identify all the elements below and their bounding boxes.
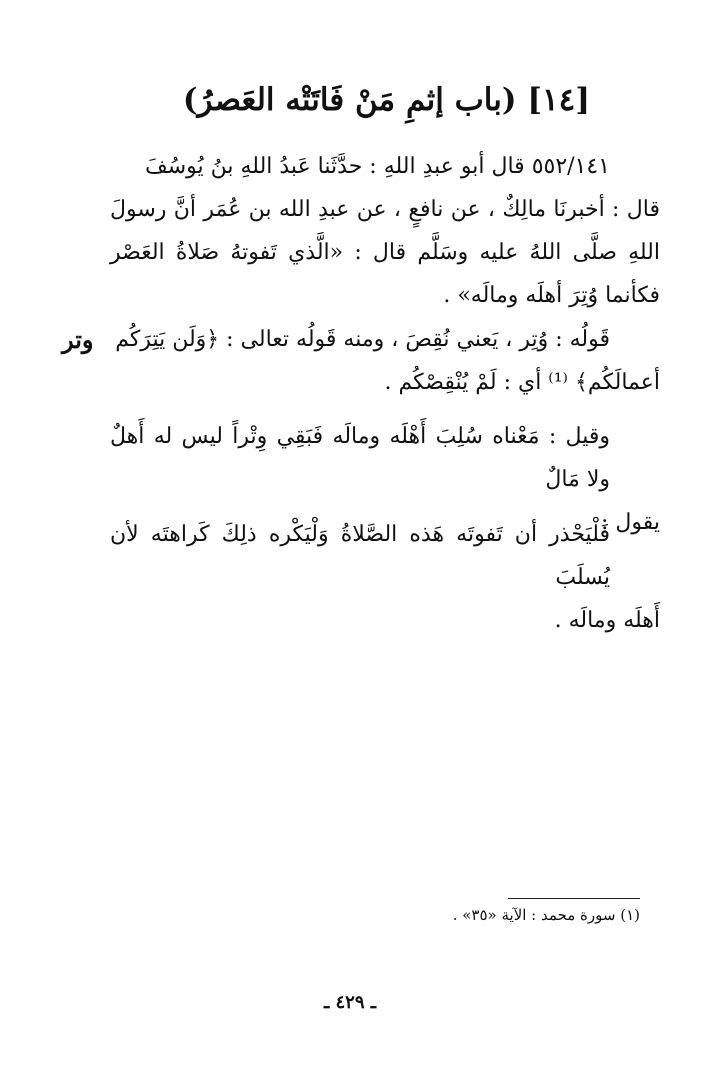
footnote: (١) سورة محمد : الآية «٣٥» . <box>452 906 640 924</box>
hadith-text: قال : أخبرنَا مالِكٌ ، عن نافعٍ ، عن عبدِ الله بن عُمَر أنَّ رسولَ اللهِ صلَّى اللهُ عليه وسَلَّم قال : «الَّذي تَفوتهُ صَلاةُ العَصْر فكأنما وُتِرَ أهلَه ومالَه» . <box>110 197 660 308</box>
poetry-text: أَهلَه ومالَه . <box>554 608 660 633</box>
footnote-divider <box>508 898 640 899</box>
hadith-paragraph <box>110 145 660 317</box>
explanation-paragraph <box>110 318 660 404</box>
page-number: ـ ٤٢٩ ـ <box>323 992 377 1013</box>
chapter-title: [١٤] (باب إثمِ مَنْ فَاتَتْه العَصرُ) <box>182 82 590 118</box>
poetry-first-line: فَلْيَحْذر أن تَفوتَه هَذه الصَّلاةُ وَلْيَكْره ذلِكَ كَراهتَه لأن يُسلَبَ <box>110 522 610 590</box>
hadith-first-line: ٥٥٢/١٤١ قال أبو عبدِ اللهِ : حدَّثَنا عَبدُ اللهِ بنُ يُوسُفَ <box>144 154 610 179</box>
alternate-meaning-text: يقول : <box>600 510 660 535</box>
margin-keyword: وتر <box>62 325 94 354</box>
explanation-text: أعمالَكُم﴾ ⁽¹⁾ أي : لَمْ يُنْقِصْكُم . <box>384 370 660 395</box>
poetry-paragraph <box>110 513 660 642</box>
alternate-meaning-first-line: وقيل : مَعْناه سُلِبَ أَهْلَه ومالَه فَبَقِي وِتْراً ليس له أَهلٌ ولا مَالٌ <box>110 424 610 492</box>
explanation-first-line: قَولُه : وُتِر ، يَعني نُقِصَ ، ومنه قَولُه تعالى : ﴿وَلَن يَتِرَكُم <box>115 327 610 352</box>
